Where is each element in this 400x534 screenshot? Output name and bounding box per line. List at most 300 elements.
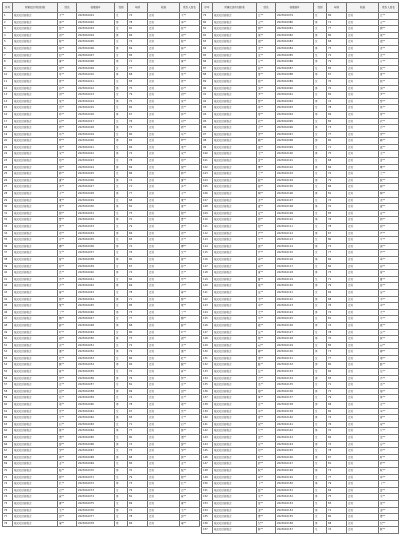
table-cell: 68	[327, 39, 347, 46]
table-cell: 农村	[148, 164, 180, 171]
table-cell: 城北社区居委会	[213, 98, 257, 105]
table-cell: 男	[314, 151, 327, 158]
table-cell: 潘**	[58, 349, 77, 356]
table-cell: 2023010069	[77, 461, 115, 468]
table-cell: 53	[3, 355, 13, 362]
table-cell: 城北社区居委会	[213, 441, 257, 448]
table-cell: 农村	[347, 191, 379, 198]
table-cell: 16	[3, 111, 13, 118]
table-cell: 37	[3, 250, 13, 257]
table-row	[202, 26, 399, 33]
table-row	[3, 171, 200, 178]
table-cell: 男	[115, 322, 128, 329]
table-cell: 101	[202, 158, 213, 165]
table-cell: 农村	[347, 309, 379, 316]
table-cell: 杜**	[58, 355, 77, 362]
table-cell: 71	[327, 276, 347, 283]
table-cell: 女	[115, 144, 128, 151]
table-cell: 城北社区居委会	[213, 52, 257, 59]
table-cell: 80	[128, 131, 148, 138]
table-cell: 67	[128, 111, 148, 118]
table-cell: 吕**	[58, 270, 77, 277]
table-cell: 156	[202, 520, 213, 527]
table-cell: 76	[327, 78, 347, 85]
table-cell: 男	[115, 336, 128, 343]
table-cell: 69	[327, 111, 347, 118]
table-cell: 127	[202, 329, 213, 336]
table-cell: 2023010044	[77, 296, 115, 303]
table-cell: 76	[3, 507, 13, 514]
table-cell: 汪**	[58, 382, 77, 389]
table-cell: 农村	[148, 243, 180, 250]
table-cell: 城北社区居委会	[13, 316, 58, 323]
table-cell: 137	[202, 395, 213, 402]
table-cell: 邹**	[180, 448, 200, 455]
column-header: 联系人姓名	[180, 3, 200, 13]
table-cell: 胡**	[180, 92, 200, 99]
table-cell: 涂**	[257, 435, 276, 442]
table-cell: 26	[3, 177, 13, 184]
table-cell: 男	[115, 59, 128, 66]
table-cell: 81	[327, 191, 347, 198]
table-cell: 18	[3, 125, 13, 132]
table-cell: 孔**	[58, 481, 77, 488]
table-cell: 113	[202, 237, 213, 244]
table-cell: 2023010150	[276, 481, 314, 488]
table-cell: 2023010143	[276, 435, 314, 442]
table-cell: 罗**	[180, 138, 200, 145]
table-cell: 2023010028	[77, 191, 115, 198]
table-cell: 朱**	[58, 98, 77, 105]
table-cell: 城北社区居委会	[13, 474, 58, 481]
table-cell: 城北社区居委会	[213, 382, 257, 389]
table-row	[3, 78, 200, 85]
table-cell: 121	[202, 289, 213, 296]
table-cell: 农村	[347, 514, 379, 521]
table-row	[3, 19, 200, 26]
table-cell: 农村	[148, 303, 180, 310]
table-cell: 2023010051	[77, 342, 115, 349]
table-cell: 女	[314, 224, 327, 231]
table-cell: 67	[327, 230, 347, 237]
table-row	[3, 164, 200, 171]
table-cell: 章**	[379, 270, 399, 277]
table-cell: 城北社区居委会	[13, 448, 58, 455]
table-row	[202, 527, 399, 534]
table-cell: 2023010081	[276, 26, 314, 33]
table-row	[3, 13, 200, 20]
table-cell: 城北社区居委会	[13, 237, 58, 244]
table-cell: 严**	[257, 230, 276, 237]
table-cell: 81	[327, 461, 347, 468]
table-cell: 56	[3, 375, 13, 382]
table-cell: 31	[3, 210, 13, 217]
table-cell: 男	[314, 402, 327, 409]
table-cell: 女	[115, 65, 128, 72]
table-cell: 71	[128, 421, 148, 428]
table-cell: 24	[3, 164, 13, 171]
table-cell: 城北社区居委会	[213, 388, 257, 395]
table-cell: 女	[314, 342, 327, 349]
table-cell: 68	[327, 520, 347, 527]
table-row	[3, 441, 200, 448]
table-cell: 农村	[148, 494, 180, 501]
table-cell: 城北社区居委会	[213, 303, 257, 310]
table-cell: 俞**	[379, 263, 399, 270]
table-cell: 城北社区居委会	[213, 72, 257, 79]
table-cell: 男	[115, 243, 128, 250]
table-cell: 程**	[58, 210, 77, 217]
table-cell: 农村	[148, 316, 180, 323]
table-cell: 范**	[180, 408, 200, 415]
table-cell: 农村	[347, 494, 379, 501]
table-cell: 城北社区居委会	[213, 520, 257, 527]
table-cell: 高**	[180, 105, 200, 112]
table-cell: 男	[314, 98, 327, 105]
table-cell: 3	[3, 26, 13, 33]
table-cell: 男	[115, 388, 128, 395]
table-cell: 关**	[257, 494, 276, 501]
table-row	[202, 171, 399, 178]
table-cell: 农村	[347, 39, 379, 46]
table-cell: 78	[327, 105, 347, 112]
table-cell: 75	[128, 448, 148, 455]
table-cell: 农村	[148, 388, 180, 395]
table-row	[202, 270, 399, 277]
table-cell: 7	[3, 52, 13, 59]
table-cell: 77	[128, 316, 148, 323]
table-cell: 77	[327, 131, 347, 138]
table-cell: 城北社区居委会	[213, 375, 257, 382]
table-cell: 68	[3, 454, 13, 461]
table-cell: 9	[3, 65, 13, 72]
table-cell: 男	[314, 454, 327, 461]
table-cell: 76	[128, 250, 148, 257]
table-cell: 女	[115, 382, 128, 389]
table-cell: 城北社区居委会	[13, 210, 58, 217]
table-cell: 128	[202, 336, 213, 343]
table-cell: 温**	[257, 243, 276, 250]
column-header: 年龄	[128, 3, 148, 13]
table-cell: 农村	[148, 408, 180, 415]
table-cell: 男	[115, 98, 128, 105]
table-cell: 74	[128, 270, 148, 277]
table-cell: 彭**	[180, 263, 200, 270]
table-cell: 城北社区居委会	[13, 481, 58, 488]
table-row	[202, 388, 399, 395]
table-cell: 2023010126	[276, 322, 314, 329]
table-cell: 46	[3, 309, 13, 316]
table-cell: 农村	[347, 72, 379, 79]
table-cell: 汤**	[379, 85, 399, 92]
table-cell: 2023010104	[276, 177, 314, 184]
table-cell: 82	[202, 32, 213, 39]
table-row	[3, 435, 200, 442]
table-cell: 82	[128, 461, 148, 468]
table-cell: 2023010088	[276, 72, 314, 79]
table-cell: 兰**	[379, 171, 399, 178]
table-cell: 方**	[180, 415, 200, 422]
table-cell: 女	[314, 435, 327, 442]
table-cell: 女	[314, 395, 327, 402]
table-cell: 城北社区居委会	[213, 250, 257, 257]
table-cell: 农村	[347, 138, 379, 145]
table-cell: 农村	[148, 322, 180, 329]
table-cell: 薛**	[58, 322, 77, 329]
table-cell: 男	[115, 45, 128, 52]
table-cell: 姜**	[180, 402, 200, 409]
table-row	[3, 184, 200, 191]
table-cell: 农村	[347, 454, 379, 461]
table-cell: 农村	[347, 230, 379, 237]
table-row	[202, 65, 399, 72]
table-cell: 女	[115, 395, 128, 402]
table-cell: 79	[327, 177, 347, 184]
table-cell: 李**	[180, 19, 200, 26]
table-cell: 农村	[148, 158, 180, 165]
table-cell: 周**	[58, 65, 77, 72]
table-cell: 马**	[180, 131, 200, 138]
table-cell: 2023010053	[77, 355, 115, 362]
table-cell: 女	[115, 171, 128, 178]
table-cell: 35	[3, 237, 13, 244]
table-cell: 许**	[180, 237, 200, 244]
table-cell: 城北社区居委会	[13, 217, 58, 224]
table-cell: 110	[202, 217, 213, 224]
table-cell: 男	[115, 19, 128, 26]
column-header: 标准	[148, 3, 180, 13]
table-cell: 2023010077	[77, 514, 115, 521]
table-cell: 城北社区居委会	[13, 296, 58, 303]
table-cell: 农村	[148, 349, 180, 356]
table-cell: 农村	[347, 388, 379, 395]
table-cell: 谭**	[58, 435, 77, 442]
table-cell: 男	[314, 243, 327, 250]
table-cell: 2023010019	[77, 131, 115, 138]
table-cell: 78	[128, 402, 148, 409]
table-row	[202, 164, 399, 171]
table-cell: 谭**	[180, 435, 200, 442]
table-cell: 城北社区居委会	[13, 197, 58, 204]
table-row	[202, 448, 399, 455]
table-cell: 2023010025	[77, 171, 115, 178]
table-row	[202, 144, 399, 151]
table-cell: 2023010091	[276, 92, 314, 99]
table-cell: 72	[128, 243, 148, 250]
table-cell: 女	[314, 448, 327, 455]
table-cell: 曹**	[180, 217, 200, 224]
table-cell: 卢**	[58, 283, 77, 290]
table-cell: 91	[202, 92, 213, 99]
table-cell: 城北社区居委会	[13, 421, 58, 428]
table-cell: 农村	[148, 26, 180, 33]
table-cell: 詹**	[257, 487, 276, 494]
table-cell: 女	[115, 303, 128, 310]
table-cell: 2023010119	[276, 276, 314, 283]
table-cell: 姜**	[58, 402, 77, 409]
table-cell: 农村	[148, 329, 180, 336]
table-cell: 城北社区居委会	[13, 144, 58, 151]
table-cell: 农村	[347, 362, 379, 369]
table-cell: 左**	[257, 428, 276, 435]
table-cell: 黎**	[257, 98, 276, 105]
table-cell: 农村	[347, 296, 379, 303]
table-cell: 城北社区居委会	[13, 65, 58, 72]
table-cell: 农村	[148, 237, 180, 244]
table-cell: 向**	[257, 342, 276, 349]
table-cell: 39	[3, 263, 13, 270]
table-cell: 2023010013	[77, 92, 115, 99]
table-cell: 城北社区居委会	[213, 283, 257, 290]
table-cell: 83	[128, 237, 148, 244]
table-cell: 葛**	[257, 283, 276, 290]
table-cell: 城北社区居委会	[13, 362, 58, 369]
table-cell: 72	[128, 151, 148, 158]
table-cell: 2023010094	[276, 111, 314, 118]
table-cell: 靳**	[379, 527, 399, 534]
table-cell: 男	[115, 481, 128, 488]
table-cell: 2023010049	[77, 329, 115, 336]
table-cell: 邱**	[180, 514, 200, 521]
table-cell: 城北社区居委会	[213, 210, 257, 217]
table-cell: 12	[3, 85, 13, 92]
table-cell: 城北社区居委会	[13, 349, 58, 356]
table-cell: 2023010155	[276, 514, 314, 521]
table-cell: 20	[3, 138, 13, 145]
table-cell: 84	[327, 289, 347, 296]
table-cell: 36	[3, 243, 13, 250]
table-row	[3, 151, 200, 158]
table-row	[202, 78, 399, 85]
table-cell: 城北社区居委会	[13, 204, 58, 211]
table-cell: 103	[202, 171, 213, 178]
column-header: 序号	[202, 3, 213, 13]
table-cell: 夏**	[180, 369, 200, 376]
table-cell: 城北社区居委会	[213, 448, 257, 455]
table-cell: 康**	[180, 500, 200, 507]
table-cell: 农村	[148, 296, 180, 303]
table-cell: 85	[128, 303, 148, 310]
table-cell: 陈**	[58, 39, 77, 46]
table-cell: 康**	[58, 500, 77, 507]
table-cell: 陶**	[379, 191, 399, 198]
table-cell: 77	[327, 474, 347, 481]
table-cell: 俞**	[257, 263, 276, 270]
table-cell: 84	[202, 45, 213, 52]
table-cell: 农村	[347, 59, 379, 66]
table-cell: 144	[202, 441, 213, 448]
table-cell: 宋**	[58, 151, 77, 158]
table-cell: 顾**	[257, 26, 276, 33]
table-cell: 68	[128, 197, 148, 204]
table-cell: 沈**	[180, 250, 200, 257]
table-row	[202, 217, 399, 224]
table-cell: 2023010043	[77, 289, 115, 296]
table-cell: 沿**	[257, 382, 276, 389]
table-cell: 2023010070	[77, 467, 115, 474]
table-cell: 男	[314, 375, 327, 382]
table-row	[3, 500, 200, 507]
table-row	[202, 105, 399, 112]
table-cell: 2023010098	[276, 138, 314, 145]
table-cell: 70	[327, 204, 347, 211]
table-row	[202, 467, 399, 474]
table-row	[3, 494, 200, 501]
table-cell: 彭**	[58, 263, 77, 270]
table-cell: 124	[202, 309, 213, 316]
table-cell: 2023010142	[276, 428, 314, 435]
table-cell: 14	[3, 98, 13, 105]
table-cell: 2023010004	[77, 32, 115, 39]
table-cell: 74	[327, 98, 347, 105]
table-cell: 农村	[148, 171, 180, 178]
table-cell: 农村	[148, 191, 180, 198]
table-cell: 111	[202, 224, 213, 231]
table-cell: 70	[327, 428, 347, 435]
table-cell: 126	[202, 322, 213, 329]
table-cell: 2023010057	[77, 382, 115, 389]
table-cell: 城北社区居委会	[13, 369, 58, 376]
table-cell: 男	[115, 441, 128, 448]
table-cell: 2023010030	[77, 204, 115, 211]
table-cell: 钱**	[379, 78, 399, 85]
table-cell: 2023010138	[276, 402, 314, 409]
table-cell: 80	[128, 256, 148, 263]
table-cell: 农村	[148, 19, 180, 26]
table-cell: 69	[128, 500, 148, 507]
table-cell: 2023010089	[276, 78, 314, 85]
table-cell: 贾**	[180, 303, 200, 310]
table-cell: 2023010071	[77, 474, 115, 481]
table-cell: 2023010038	[77, 256, 115, 263]
table-cell: 汤**	[257, 85, 276, 92]
table-cell: 117	[202, 263, 213, 270]
table-cell: 韦**	[379, 296, 399, 303]
table-cell: 贾**	[58, 303, 77, 310]
table-cell: 郑**	[58, 158, 77, 165]
table-cell: 农村	[148, 32, 180, 39]
table-row	[202, 362, 399, 369]
table-row	[3, 481, 200, 488]
table-cell: 2023010005	[77, 39, 115, 46]
table-cell: 70	[128, 217, 148, 224]
table-cell: 城北社区居委会	[13, 500, 58, 507]
table-cell: 145	[202, 448, 213, 455]
table-cell: 38	[3, 256, 13, 263]
table-cell: 女	[314, 421, 327, 428]
table-cell: 城北社区居委会	[213, 402, 257, 409]
table-row	[202, 59, 399, 66]
table-cell: 城北社区居委会	[13, 428, 58, 435]
table-cell: 农村	[347, 349, 379, 356]
table-cell: 15	[3, 105, 13, 112]
table-cell: 萧**	[180, 204, 200, 211]
table-cell: 陆**	[58, 467, 77, 474]
table-cell: 汪**	[180, 382, 200, 389]
table-row	[3, 72, 200, 79]
table-cell: 侯**	[257, 32, 276, 39]
table-cell: 农村	[148, 230, 180, 237]
table-cell: 农村	[148, 355, 180, 362]
table-row	[202, 72, 399, 79]
table-cell: 城北社区居委会	[213, 435, 257, 442]
table-cell: 石**	[180, 421, 200, 428]
table-cell: 72	[128, 13, 148, 20]
table-cell: 51	[3, 342, 13, 349]
table-cell: 农村	[148, 481, 180, 488]
table-cell: 城北社区居委会	[213, 125, 257, 132]
table-cell: 城北社区居委会	[13, 289, 58, 296]
